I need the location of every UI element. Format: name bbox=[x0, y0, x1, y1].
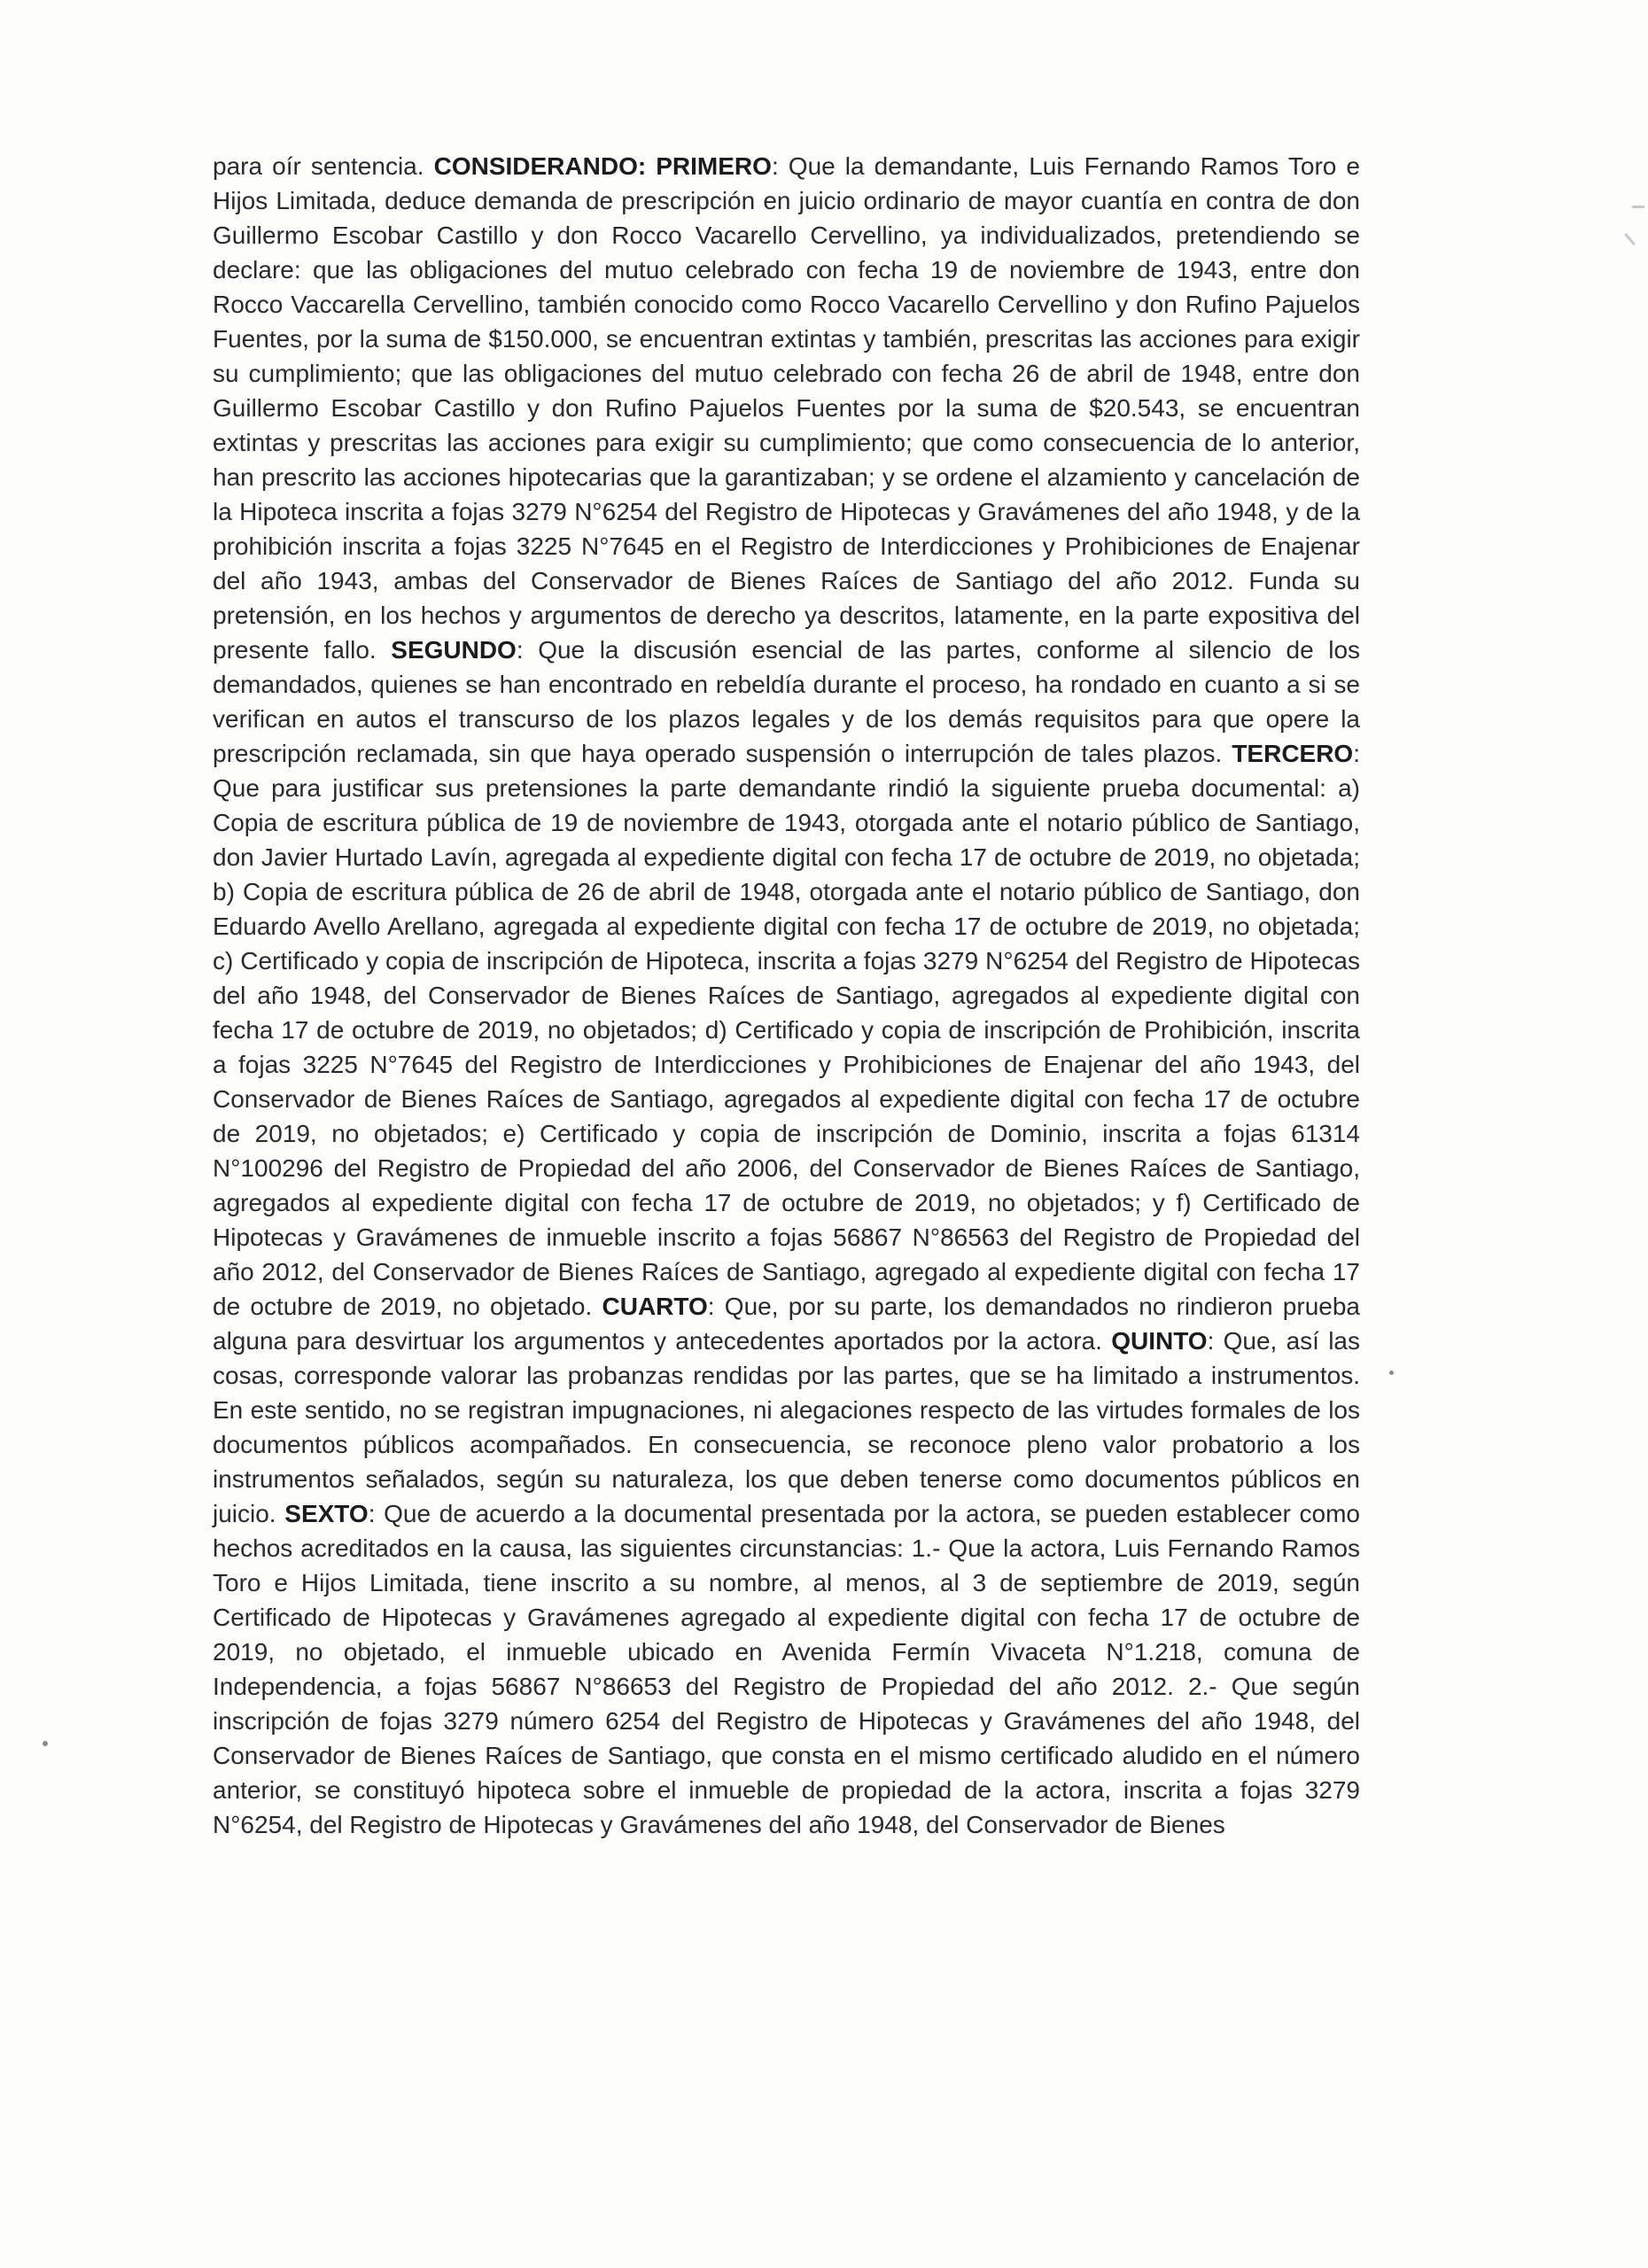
heading-quinto: QUINTO bbox=[1111, 1327, 1208, 1355]
text-segment: : Que de acuerdo a la documental presentada por la actora, se pueden establecer como hechos acreditados en la causa, las siguientes circunstancias: 1.- Que la actora, Luis Fernando Ramos Toro e Hijos Limitada, tiene inscrito a su nombre, al menos, al 3 de septiembre de 2019, según Certificado de Hipotecas y Gravámenes agregado al expediente digital con fecha 17 de octubre de 2019, no objetado, el inmueble ubicado en Avenida Fermín Vivaceta N°1.218, comuna de Independencia, a fojas 56867 N°86653 del Registro de Propiedad del año 2012. 2.- Que según inscripción de fojas 3279 número 6254 del Registro de Hipotecas y Gravámenes del año 1948, del Conservador de Bienes Raíces de Santiago, que consta en el mismo certificado aludido en el número anterior, se constituyó hipoteca sobre el inmueble de propiedad de la actora, inscrita a fojas 3279 N°6254, del Registro de Hipotecas y Gravámenes del año 1948, del Conservador de Bienes bbox=[213, 1500, 1360, 1838]
heading-tercero: TERCERO bbox=[1232, 740, 1354, 767]
scan-speck bbox=[1389, 1371, 1394, 1375]
text-segment: : Que, así las cosas, corresponde valorar las probanzas rendidas por las partes, que se ha limitado a instrumentos. En este sentido, no se registran impugnaciones, ni alegaciones respecto de las virtudes formales de los documentos públicos acompañados. En consecuencia, se reconoce pleno valor probatorio a los instrumentos señalados, según su naturaleza, los que deben tenerse como documentos públicos en juicio. bbox=[213, 1327, 1361, 1527]
scan-edge-mark bbox=[1632, 206, 1644, 208]
text-segment: para oír sentencia. bbox=[213, 152, 434, 180]
text-segment: : Que para justificar sus pretensiones la parte demandante rindió la siguiente prueba documental: a) Copia de escritura pública de 19 de noviembre de 1943, otorgada ante el notario público de Santiago, don Javier Hurtado Lavín, agregada al expediente digital con fecha 17 de octubre de 2019, no objetada; b) Copia de escritura pública de 26 de abril de 1948, otorgada ante el notario público de Santiago, don Eduardo Avello Arellano, agregada al expediente digital con fecha 17 de octubre de 2019, no objetada; c) Certificado y copia de inscripción de Hipoteca, inscrita a fojas 3279 N°6254 del Registro de Hipotecas del año 1948, del Conservador de Bienes Raíces de Santiago, agregados al expediente digital con fecha 17 de octubre de 2019, no objetados; d) Certificado y copia de inscripción de Prohibición, inscrita a fojas 3225 N°7645 del Registro de Interdicciones y Prohibiciones de Enajenar del año 1943, del Conservador de Bienes Raíces de Santiago, agregados al expediente digital con fecha 17 de octubre de 2019, no objetados; e) Certificado y copia de inscripción de Dominio, inscrita a fojas 61314 N°100296 del Registro de Propiedad del año 2006, del Conservador de Bienes Raíces de Santiago, agregados al expediente digital con fecha 17 de octubre de 2019, no objetados; y f) Certificado de Hipotecas y Gravámenes de inmueble inscrito a fojas 56867 N°86563 del Registro de Propiedad del año 2012, del Conservador de Bienes Raíces de Santiago, agregado al expediente digital con fecha 17 de octubre de 2019, no objetado. bbox=[213, 740, 1360, 1320]
heading-segundo: SEGUNDO bbox=[391, 636, 517, 664]
heading-cuarto: CUARTO bbox=[602, 1293, 708, 1320]
scan-edge-mark bbox=[1624, 233, 1636, 245]
text-segment: : Que, por su parte, los demandados no rindieron prueba alguna para desvirtuar los argumentos y antecedentes aportados por la actora. bbox=[213, 1293, 1360, 1355]
judgment-body-text bbox=[213, 149, 1360, 1842]
text-segment: : Que la demandante, Luis Fernando Ramos Toro e Hijos Limitada, deduce demanda de prescripción en juicio ordinario de mayor cuantía en contra de don Guillermo Escobar Castillo y don Rocco Vacarello Cervellino, ya individualizados, pretendiendo se declare: que las obligaciones del mutuo celebrado con fecha 19 de noviembre de 1943, entre don Rocco Vaccarella Cervellino, también conocido como Rocco Vacarello Cervellino y don Rufino Pajuelos Fuentes, por la suma de $150.000, se encuentran extintas y también, prescritas las acciones para exigir su cumplimiento; que las obligaciones del mutuo celebrado con fecha 26 de abril de 1948, entre don Guillermo Escobar Castillo y don Rufino Pajuelos Fuentes por la suma de $20.543, se encuentran extintas y prescritas las acciones para exigir su cumplimiento; que como consecuencia de lo anterior, han prescrito las acciones hipotecarias que la garantizaban; y se ordene el alzamiento y cancelación de la Hipoteca inscrita a fojas 3279 N°6254 del Registro de Hipotecas y Gravámenes del año 1948, y de la prohibición inscrita a fojas 3225 N°7645 en el Registro de Interdicciones y Prohibiciones de Enajenar del año 1943, ambas del Conservador de Bienes Raíces de Santiago del año 2012. Funda su pretensión, en los hechos y argumentos de derecho ya descritos, latamente, en la parte expositiva del presente fallo. bbox=[213, 152, 1360, 664]
scan-speck bbox=[43, 1741, 48, 1746]
heading-considerando-primero: CONSIDERANDO: PRIMERO bbox=[433, 152, 772, 180]
text-segment: : Que la discusión esencial de las partes, conforme al silencio de los demandados, quienes se han encontrado en rebeldía durante el proceso, ha rondado en cuanto a si se verifican en autos el transcurso de los plazos legales y de los demás requisitos para que opere la prescripción reclamada, sin que haya operado suspensión o interrupción de tales plazos. bbox=[213, 636, 1361, 767]
heading-sexto: SEXTO bbox=[284, 1500, 369, 1527]
